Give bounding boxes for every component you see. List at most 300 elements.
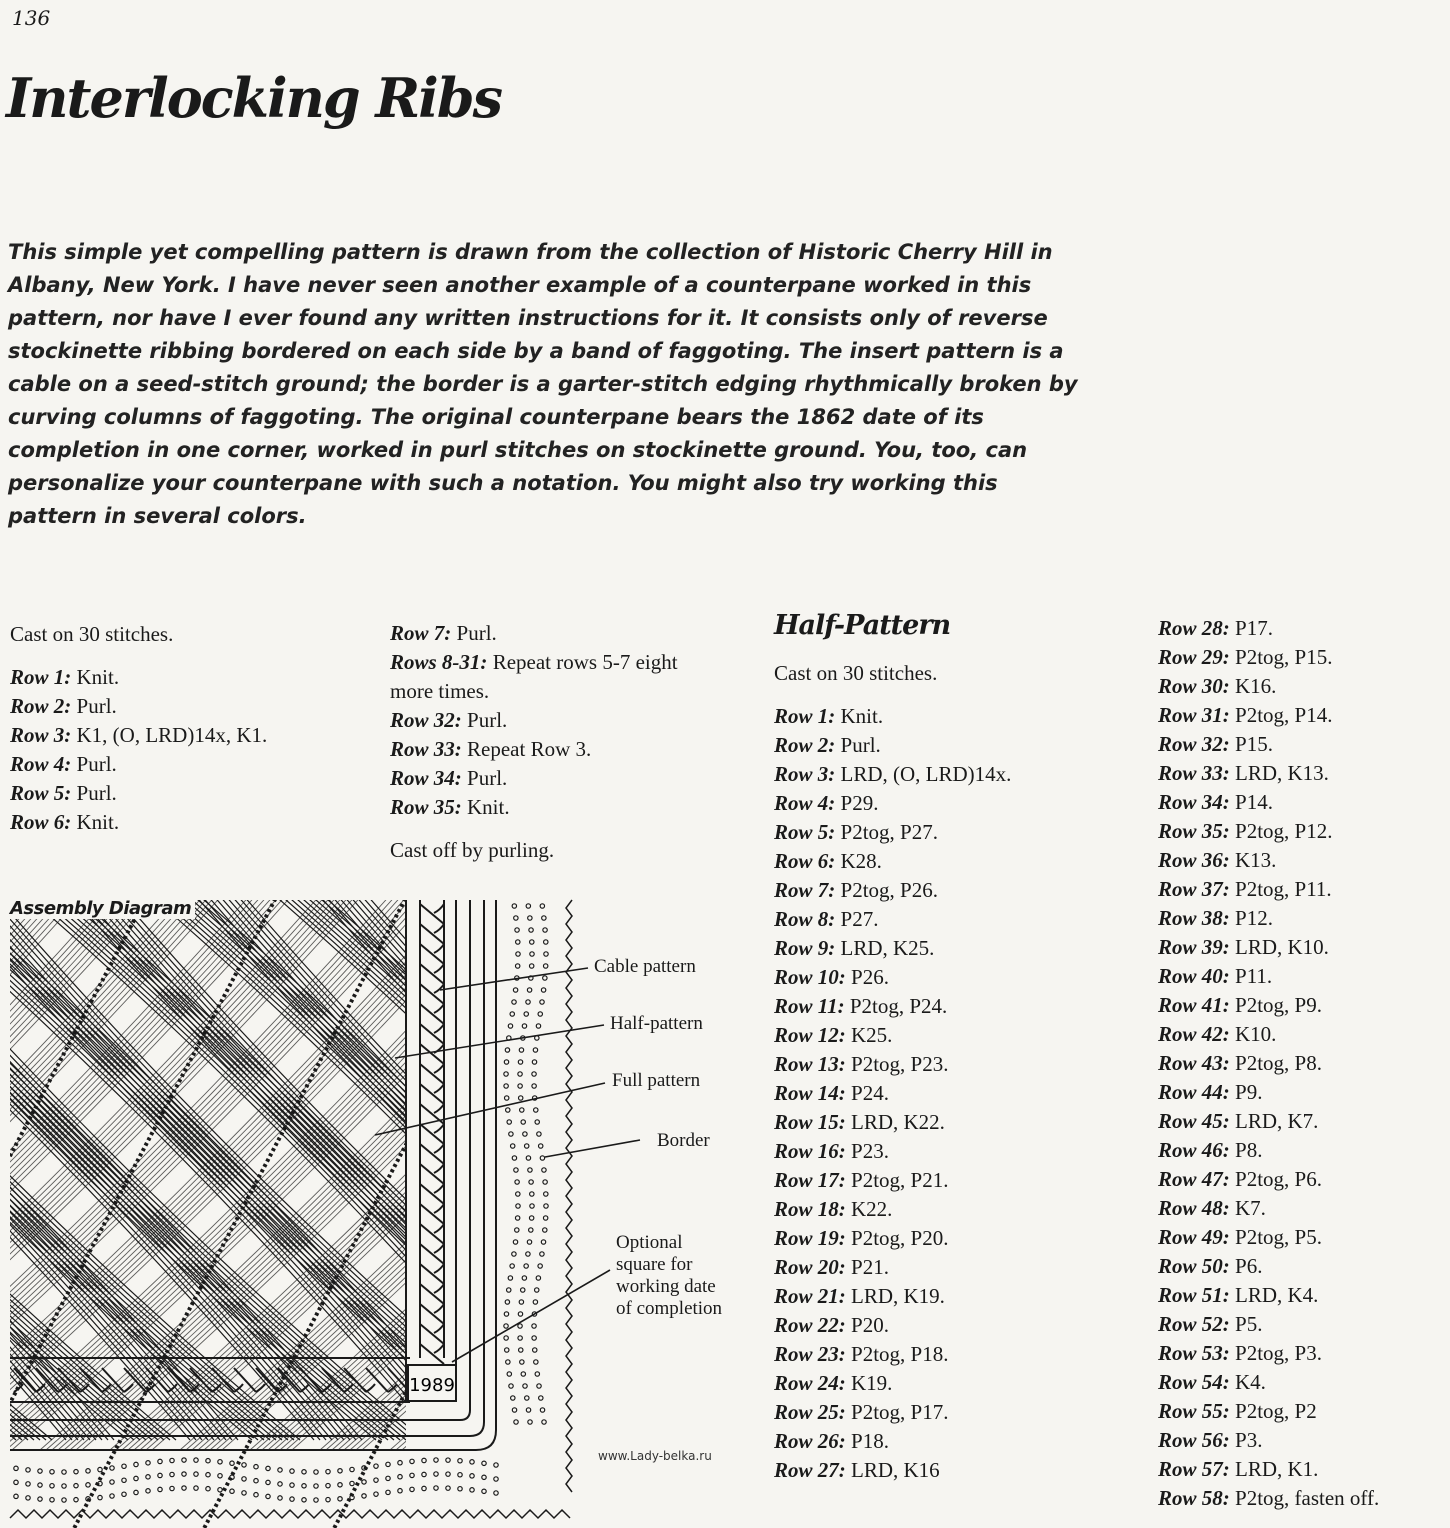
faggot-dot bbox=[278, 1468, 282, 1472]
row-text: P6. bbox=[1229, 1254, 1263, 1278]
row-label: Row 46: bbox=[1158, 1138, 1230, 1162]
faggot-dot bbox=[509, 1384, 513, 1388]
faggot-dot bbox=[515, 964, 519, 968]
row-text: Knit. bbox=[835, 704, 884, 728]
faggot-dot bbox=[122, 1464, 126, 1468]
callout-cable-pattern: Cable pattern bbox=[594, 956, 696, 977]
row-text: P8. bbox=[1229, 1138, 1263, 1162]
cable-twist bbox=[434, 1324, 444, 1333]
faggot-dot bbox=[266, 1494, 270, 1498]
row-label: Row 26: bbox=[774, 1429, 846, 1453]
instruction-row bbox=[774, 847, 1134, 876]
instruction-row bbox=[774, 934, 1134, 963]
row-label: Row 3: bbox=[10, 723, 72, 747]
row-label: Row 35: bbox=[1158, 819, 1230, 843]
faggot-dot bbox=[523, 1384, 527, 1388]
row-text: Purl. bbox=[461, 766, 508, 790]
row-label: Row 42: bbox=[1158, 1022, 1230, 1046]
rib-line bbox=[0, 890, 4, 1440]
row-text: P11. bbox=[1229, 964, 1273, 988]
cross-rib-line bbox=[0, 890, 86, 1450]
faggot-dot bbox=[338, 1497, 342, 1501]
row-text: Purl. bbox=[71, 694, 117, 718]
faggot-dot bbox=[542, 1168, 546, 1172]
row-label: Row 18: bbox=[774, 1197, 846, 1221]
faggot-dot bbox=[539, 1396, 543, 1400]
faggot-dot bbox=[538, 1264, 542, 1268]
instruction-row bbox=[1158, 933, 1448, 962]
faggot-dot bbox=[434, 1472, 438, 1476]
faggot-dot bbox=[530, 952, 534, 956]
faggot-dot bbox=[529, 928, 533, 932]
full-pattern-rows-a bbox=[10, 663, 370, 837]
faggot-dot bbox=[50, 1484, 54, 1488]
cross-rib-line bbox=[700, 890, 740, 1450]
faggot-dot bbox=[520, 1360, 524, 1364]
faggot-dot bbox=[110, 1480, 114, 1484]
cable-twist bbox=[434, 1184, 444, 1193]
faggot-dot bbox=[266, 1466, 270, 1470]
instruction-row bbox=[390, 735, 710, 764]
row-label: Row 6: bbox=[774, 849, 836, 873]
faggot-dot bbox=[518, 1096, 522, 1100]
cable-twist bbox=[434, 984, 444, 993]
seam-line bbox=[400, 890, 740, 1528]
cross-rib-line bbox=[0, 890, 10, 1450]
row-label: Row 32: bbox=[390, 708, 462, 732]
faggot-dot bbox=[254, 1492, 258, 1496]
row-text: K25. bbox=[845, 1023, 893, 1047]
instruction-row bbox=[390, 619, 710, 648]
cable-twist bbox=[434, 964, 444, 973]
faggot-dot bbox=[522, 1024, 526, 1028]
faggot-dot bbox=[540, 1252, 544, 1256]
instruction-row bbox=[390, 706, 710, 735]
instruction-row bbox=[1158, 1281, 1448, 1310]
instruction-row bbox=[774, 702, 1134, 731]
faggot-dot bbox=[350, 1481, 354, 1485]
instruction-row bbox=[774, 1253, 1134, 1282]
faggot-dot bbox=[170, 1458, 174, 1462]
row-text: LRD, K4. bbox=[1229, 1283, 1319, 1307]
faggot-dot bbox=[535, 1288, 539, 1292]
faggot-dot bbox=[504, 1336, 508, 1340]
callout-half-pattern: Half-pattern bbox=[610, 1013, 703, 1034]
faggot-dot bbox=[254, 1464, 258, 1468]
row-label: Row 5: bbox=[774, 820, 836, 844]
faggot-dot bbox=[74, 1497, 78, 1501]
faggot-dot bbox=[434, 1486, 438, 1490]
faggot-dot bbox=[158, 1487, 162, 1491]
faggot-dot bbox=[530, 940, 534, 944]
row-label: Row 48: bbox=[1158, 1196, 1230, 1220]
instruction-row bbox=[1158, 1252, 1448, 1281]
row-label: Row 29: bbox=[1158, 645, 1230, 669]
row-text: LRD, K13. bbox=[1229, 761, 1329, 785]
faggot-dot bbox=[538, 1012, 542, 1016]
faggot-dot bbox=[520, 1108, 524, 1112]
faggot-dot bbox=[518, 1324, 522, 1328]
faggot-dot bbox=[533, 1348, 537, 1352]
cross-rib-line bbox=[694, 890, 740, 1450]
faggot-dot bbox=[524, 1144, 528, 1148]
faggot-dot bbox=[14, 1466, 18, 1470]
cross-rib-line bbox=[706, 890, 740, 1450]
faggot-dot bbox=[530, 1192, 534, 1196]
faggot-dot bbox=[510, 1144, 514, 1148]
faggot-dot bbox=[526, 1000, 530, 1004]
faggot-dot bbox=[504, 1072, 508, 1076]
faggot-dot bbox=[422, 1458, 426, 1462]
faggot-dot bbox=[514, 1168, 518, 1172]
faggot-dot bbox=[544, 952, 548, 956]
intro-paragraph: This simple yet compelling pattern is drawn from the collection of Historic Cherry Hill in Albany, New York. I have never seen another example of a counterpane worked in this pattern, nor have I ever found any written instructions for it. It consists only of reverse stockinette ribbing bordered on each side by a band of faggoting. The insert pattern is a cable on a seed-stitch ground; the border is a garter-stitch edging rhythmically broken by curving columns of faggoting. The original counterpane bears the 1862 date of its completion in one corner, worked in purl stitches on stockinette ground. You, too, can personalize your counterpane with such a notation. You might also try working this pattern in several colors. bbox=[8, 240, 1078, 528]
faggot-dot bbox=[512, 1408, 516, 1412]
instruction-row bbox=[774, 1369, 1134, 1398]
faggot-dot bbox=[518, 1060, 522, 1064]
faggot-dot bbox=[326, 1483, 330, 1487]
row-label: Row 8: bbox=[774, 907, 836, 931]
cable-twist bbox=[434, 1104, 444, 1113]
faggot-dot bbox=[524, 1012, 528, 1016]
cable-twist bbox=[434, 1084, 444, 1093]
faggot-dot bbox=[422, 1472, 426, 1476]
faggot-dot bbox=[302, 1498, 306, 1502]
row-text: P18. bbox=[845, 1429, 889, 1453]
callout-optional-square: Optional square for working date of completion bbox=[616, 1232, 723, 1319]
row-label: Row 58: bbox=[1158, 1486, 1230, 1510]
faggot-dot bbox=[504, 1096, 508, 1100]
faggot-dot bbox=[206, 1458, 210, 1462]
faggot-dot bbox=[515, 1216, 519, 1220]
assembly-diagram bbox=[0, 890, 740, 1528]
faggot-dot bbox=[74, 1469, 78, 1473]
instruction-row bbox=[1158, 1107, 1448, 1136]
cable-twist bbox=[434, 1244, 444, 1253]
faggot-dot bbox=[524, 1264, 528, 1268]
instruction-row bbox=[1158, 1455, 1448, 1484]
faggot-dot bbox=[26, 1482, 30, 1486]
faggot-dot bbox=[170, 1486, 174, 1490]
cable-twist bbox=[434, 1344, 444, 1353]
row-text: K13. bbox=[1229, 848, 1277, 872]
instruction-row bbox=[1158, 672, 1448, 701]
row-label: Row 41: bbox=[1158, 993, 1230, 1017]
faggot-dot bbox=[374, 1478, 378, 1482]
row-label: Row 6: bbox=[10, 810, 72, 834]
row-text: LRD, K25. bbox=[835, 936, 935, 960]
row-label: Row 51: bbox=[1158, 1283, 1230, 1307]
faggot-dot bbox=[532, 1336, 536, 1340]
faggot-dot bbox=[182, 1486, 186, 1490]
row-label: Row 37: bbox=[1158, 877, 1230, 901]
faggot-dot bbox=[540, 1408, 544, 1412]
faggot-dot bbox=[302, 1484, 306, 1488]
faggot-dot bbox=[386, 1462, 390, 1466]
row-text: P2tog, P6. bbox=[1229, 1167, 1322, 1191]
seam-line bbox=[660, 890, 740, 1528]
instruction-row bbox=[1158, 1310, 1448, 1339]
faggot-dot bbox=[206, 1486, 210, 1490]
row-text: P2tog, P23. bbox=[845, 1052, 949, 1076]
row-text: P17. bbox=[1229, 616, 1273, 640]
instruction-row bbox=[774, 1108, 1134, 1137]
instruction-row bbox=[1158, 1397, 1448, 1426]
row-text: P2tog, P2 bbox=[1229, 1399, 1317, 1423]
faggot-dot bbox=[542, 1420, 546, 1424]
faggot-dot bbox=[14, 1494, 18, 1498]
faggot-dot bbox=[540, 1000, 544, 1004]
faggot-dot bbox=[386, 1476, 390, 1480]
row-text: P2tog, fasten off. bbox=[1229, 1486, 1380, 1510]
row-text: K10. bbox=[1229, 1022, 1277, 1046]
faggot-dot bbox=[146, 1475, 150, 1479]
instruction-row bbox=[1158, 1223, 1448, 1252]
row-text: K4. bbox=[1229, 1370, 1266, 1394]
faggot-dot bbox=[266, 1480, 270, 1484]
row-label: Row 27: bbox=[774, 1458, 846, 1482]
instruction-row bbox=[1158, 991, 1448, 1020]
instruction-row bbox=[1158, 817, 1448, 846]
row-text: P2tog, P26. bbox=[835, 878, 938, 902]
row-label: Row 47: bbox=[1158, 1167, 1230, 1191]
faggot-dot bbox=[542, 916, 546, 920]
row-text: P2tog, P18. bbox=[845, 1342, 949, 1366]
instruction-row bbox=[774, 1079, 1134, 1108]
faggot-dot bbox=[482, 1489, 486, 1493]
faggot-dot bbox=[446, 1472, 450, 1476]
faggot-dot bbox=[529, 1216, 533, 1220]
faggot-dot bbox=[338, 1469, 342, 1473]
row-text: K22. bbox=[845, 1197, 893, 1221]
instruction-row bbox=[774, 1224, 1134, 1253]
row-label: Row 1: bbox=[10, 665, 72, 689]
row-label: Row 49: bbox=[1158, 1225, 1230, 1249]
instruction-row bbox=[774, 905, 1134, 934]
instruction-row bbox=[1158, 1194, 1448, 1223]
faggot-dot bbox=[302, 1470, 306, 1474]
faggot-dot bbox=[110, 1494, 114, 1498]
row-text: P26. bbox=[845, 965, 889, 989]
row-label: Row 35: bbox=[390, 795, 462, 819]
instruction-row bbox=[774, 818, 1134, 847]
faggot-dot bbox=[527, 1240, 531, 1244]
row-label: Row 12: bbox=[774, 1023, 846, 1047]
half-pattern-rows-b bbox=[1158, 614, 1448, 1513]
row-label: Row 3: bbox=[774, 762, 836, 786]
optional-arrow bbox=[452, 1270, 610, 1362]
faggot-dot bbox=[534, 1108, 538, 1112]
assembly-diagram-label: Assembly Diagram bbox=[10, 898, 195, 919]
row-label: Row 9: bbox=[774, 936, 836, 960]
callout-full-pattern: Full pattern bbox=[612, 1070, 701, 1091]
row-label: Row 5: bbox=[10, 781, 72, 805]
instruction-row bbox=[774, 1282, 1134, 1311]
faggot-dot bbox=[504, 1324, 508, 1328]
row-text: Knit. bbox=[71, 665, 120, 689]
faggot-dot bbox=[134, 1462, 138, 1466]
row-text: P14. bbox=[1229, 790, 1273, 814]
cast-off-text: Cast off by purling. bbox=[390, 838, 555, 862]
faggot-dot bbox=[374, 1464, 378, 1468]
faggot-dot bbox=[62, 1470, 66, 1474]
row-label: Row 13: bbox=[774, 1052, 846, 1076]
faggot-dot bbox=[533, 1300, 537, 1304]
faggot-dot bbox=[506, 1360, 510, 1364]
row-text: LRD, K10. bbox=[1229, 935, 1329, 959]
faggot-dot bbox=[505, 1348, 509, 1352]
faggot-dot bbox=[526, 1156, 530, 1160]
cable-twist bbox=[434, 1224, 444, 1233]
faggot-dot bbox=[86, 1469, 90, 1473]
faggot-dot bbox=[338, 1483, 342, 1487]
faggot-dot bbox=[525, 1396, 529, 1400]
faggot-dot bbox=[512, 1000, 516, 1004]
instruction-row bbox=[774, 789, 1134, 818]
zigzag-edge bbox=[10, 1510, 570, 1518]
instruction-row bbox=[774, 1456, 1134, 1485]
faggot-dot bbox=[494, 1477, 498, 1481]
faggot-dot bbox=[522, 1276, 526, 1280]
faggot-dot bbox=[519, 1048, 523, 1052]
row-text: LRD, K22. bbox=[845, 1110, 945, 1134]
instruction-row bbox=[1158, 904, 1448, 933]
faggot-dot bbox=[290, 1497, 294, 1501]
row-label: Row 34: bbox=[390, 766, 462, 790]
row-text: P2tog, P14. bbox=[1229, 703, 1333, 727]
half-pattern-title: Half-Pattern bbox=[774, 610, 951, 641]
cable-twist bbox=[434, 944, 444, 953]
row-text: Repeat rows 5-7 eight more times. bbox=[390, 650, 678, 703]
faggot-dot bbox=[398, 1475, 402, 1479]
faggot-dot bbox=[494, 1463, 498, 1467]
instruction-row bbox=[1158, 730, 1448, 759]
faggot-dot bbox=[535, 1120, 539, 1124]
cable-twist bbox=[434, 1064, 444, 1073]
faggot-dot bbox=[470, 1488, 474, 1492]
faggot-dot bbox=[38, 1497, 42, 1501]
faggot-dot bbox=[521, 1372, 525, 1376]
faggot-dot bbox=[518, 1336, 522, 1340]
faggot-dot bbox=[537, 1384, 541, 1388]
faggot-dot bbox=[350, 1467, 354, 1471]
instruction-row bbox=[1158, 1339, 1448, 1368]
faggot-dot bbox=[509, 1132, 513, 1136]
half-pattern-rows-a bbox=[774, 702, 1134, 1485]
instruction-row bbox=[1158, 759, 1448, 788]
instruction-row bbox=[774, 876, 1134, 905]
row-label: Row 19: bbox=[774, 1226, 846, 1250]
instruction-row bbox=[390, 648, 710, 706]
instruction-row bbox=[1158, 1020, 1448, 1049]
row-label: Row 56: bbox=[1158, 1428, 1230, 1452]
faggot-dot bbox=[516, 1204, 520, 1208]
faggot-dot bbox=[516, 940, 520, 944]
faggot-dot bbox=[504, 1312, 508, 1316]
instruction-row bbox=[10, 750, 370, 779]
seam-line bbox=[530, 890, 740, 1528]
faggot-dot bbox=[514, 916, 518, 920]
faggot-dot bbox=[122, 1492, 126, 1496]
faggot-dot bbox=[507, 1120, 511, 1124]
faggot-dot bbox=[508, 1276, 512, 1280]
row-text: K7. bbox=[1229, 1196, 1266, 1220]
faggot-dot bbox=[494, 1491, 498, 1495]
watermark: www.Lady-belka.ru bbox=[598, 1449, 712, 1463]
row-label: Row 10: bbox=[774, 965, 846, 989]
faggot-dot bbox=[543, 928, 547, 932]
row-label: Row 32: bbox=[1158, 732, 1230, 756]
faggot-dot bbox=[538, 1144, 542, 1148]
row-label: Row 21: bbox=[774, 1284, 846, 1308]
faggot-dot bbox=[515, 1228, 519, 1232]
instruction-row bbox=[1158, 1136, 1448, 1165]
row-label: Row 11: bbox=[774, 994, 845, 1018]
faggot-dot bbox=[470, 1474, 474, 1478]
row-text: P24. bbox=[845, 1081, 889, 1105]
full-pattern-column-1 bbox=[10, 620, 370, 837]
faggot-dot bbox=[532, 1072, 536, 1076]
row-text: P2tog, P24. bbox=[844, 994, 948, 1018]
faggot-dot bbox=[533, 1048, 537, 1052]
faggot-dot bbox=[218, 1460, 222, 1464]
faggot-dot bbox=[26, 1496, 30, 1500]
faggot-dot bbox=[514, 1420, 518, 1424]
faggot-dot bbox=[134, 1490, 138, 1494]
faggot-dot bbox=[146, 1461, 150, 1465]
row-label: Row 4: bbox=[10, 752, 72, 776]
page-title: Interlocking Ribs bbox=[6, 66, 501, 130]
faggot-dot bbox=[512, 904, 516, 908]
row-label: Row 22: bbox=[774, 1313, 846, 1337]
row-label: Row 7: bbox=[390, 621, 452, 645]
instruction-row bbox=[774, 963, 1134, 992]
half-pattern-column-2 bbox=[1158, 614, 1448, 1513]
row-label: Row 57: bbox=[1158, 1457, 1230, 1481]
row-label: Row 53: bbox=[1158, 1341, 1230, 1365]
faggot-dot bbox=[194, 1486, 198, 1490]
rib-line bbox=[0, 890, 10, 1440]
instruction-row bbox=[774, 1021, 1134, 1050]
row-text: K19. bbox=[845, 1371, 893, 1395]
faggot-dot bbox=[505, 1300, 509, 1304]
faggot-dot bbox=[242, 1477, 246, 1481]
instruction-row bbox=[1158, 788, 1448, 817]
row-text: P2tog, P8. bbox=[1229, 1051, 1322, 1075]
faggot-dot bbox=[218, 1488, 222, 1492]
row-text: P2tog, P3. bbox=[1229, 1341, 1322, 1365]
faggot-dot bbox=[314, 1470, 318, 1474]
faggot-dot bbox=[504, 1084, 508, 1088]
faggot-dot bbox=[158, 1473, 162, 1477]
row-text: P27. bbox=[835, 907, 879, 931]
faggot-dot bbox=[422, 1486, 426, 1490]
faggot-dot bbox=[134, 1476, 138, 1480]
cross-rib-line bbox=[712, 890, 740, 1450]
faggot-dot bbox=[398, 1461, 402, 1465]
cable-twist bbox=[256, 1384, 265, 1392]
instruction-row bbox=[774, 1311, 1134, 1340]
faggot-dot bbox=[122, 1478, 126, 1482]
faggot-dot bbox=[242, 1491, 246, 1495]
zigzag-edge bbox=[566, 900, 572, 1492]
cable-twist bbox=[434, 904, 444, 913]
faggot-dot bbox=[532, 1084, 536, 1088]
instruction-row bbox=[10, 692, 370, 721]
row-text: P23. bbox=[845, 1139, 889, 1163]
row-label: Row 1: bbox=[774, 704, 836, 728]
faggot-dot bbox=[410, 1473, 414, 1477]
